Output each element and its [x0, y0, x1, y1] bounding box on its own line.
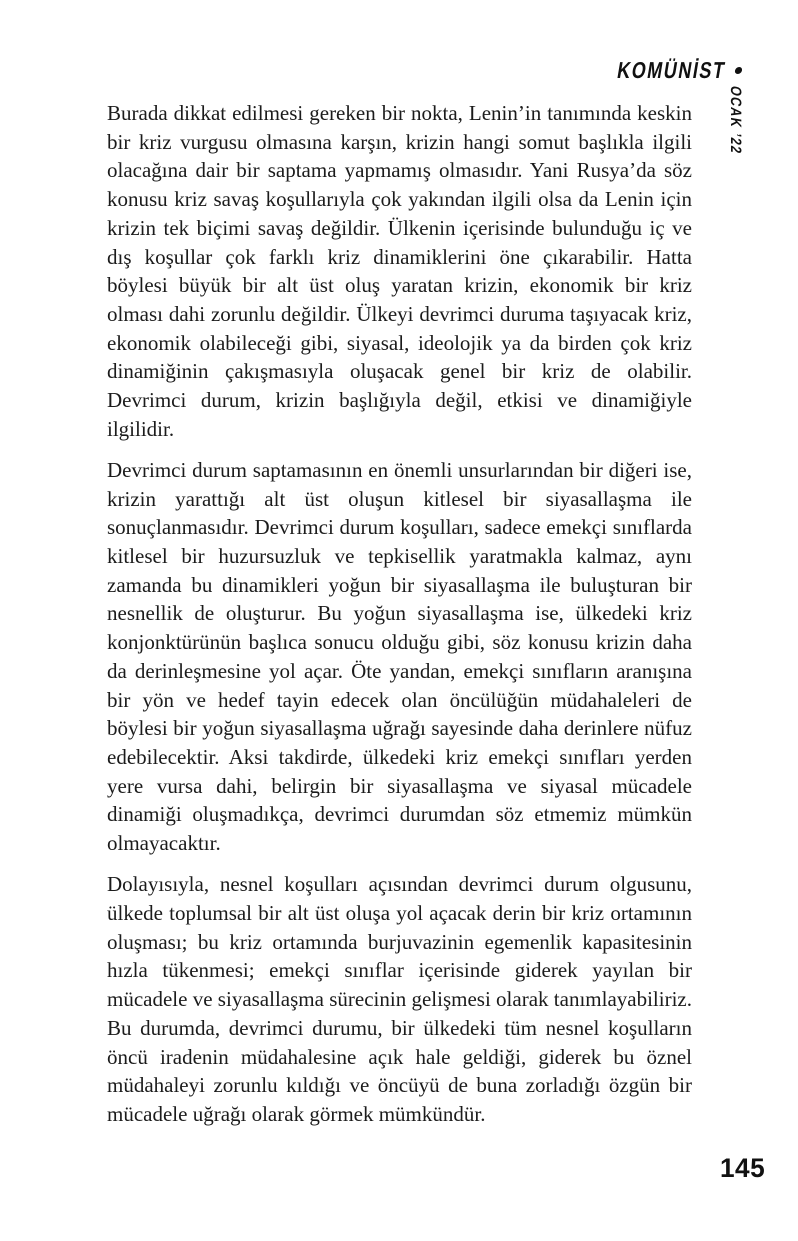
journal-title: KOMÜNİST [615, 57, 729, 83]
masthead [587, 57, 742, 84]
page-number: 145 [720, 1153, 766, 1183]
issue-date-vertical [726, 86, 744, 167]
body-paragraph: Devrimci durum saptamasının en önemli unsurlarından bir diğeri ise, krizin yarattığı alt üst oluşun kitlesel bir siyasallaşma ile sonuçlanmasıdır. Devrimci durum koşulları, sadece emekçi sınıflarda kitlesel bir huzursuzluk ve tepkisellik yaratmakla kalmaz, aynı zamanda bu dinamikleri yoğun bir siyasallaşma ile buluşturan bir nesnellik de oluşturur. Bu yoğun siyasallaşma ise, ülkedeki kriz konjonktürünün başlıca sonucu olduğu gibi, söz konusu krizin daha da derinleşmesine yol açar. Öte yandan, emekçi sınıfların aranışına bir yön ve hedef tayin edecek olan öncülüğün müdahaleleri de böylesi bir yoğun siyasallaşma uğrağı sayesinde daha derinlere nüfuz edebilecektir. Aksi takdirde, ülkedeki kriz emekçi sınıfları yerden yere vursa dahi, belirgin bir siyasallaşma ve siyasal mücadele dinamiği oluşmadıkça, devrimci durumdan söz etmemiz mümkün olmayacaktır. [107, 457, 692, 856]
issue-date-label: OCAK ’22 [727, 84, 744, 156]
bullet-icon [734, 67, 742, 74]
body-text-block [107, 99, 692, 1129]
body-paragraph: Dolayısıyla, nesnel koşulları açısından devrimci durum olgusunu, ülkede toplumsal bir alt üst oluşa yol açacak derin bir kriz ortamının oluşması; bu kriz ortamında burjuvazinin egemenlik kapasitesinin hızla tükenmesi; emekçi sınıflar içerisinde giderek yayılan bir mücadele ve siyasallaşma sürecinin gelişmesi olarak tanımlayabiliriz. Bu durumda, devrimci durumu, bir ülkedeki tüm nesnel koşulların öncü iradenin müdahalesine açık hale geldiği, giderek bu öznel müdahaleyi zorunlu kıldığı ve öncüyü de buna zorladığı özgün bir mücadele uğrağı olarak görmek mümkündür. [107, 872, 692, 1126]
body-paragraph: Burada dikkat edilmesi gereken bir nokta, Lenin’in tanımında keskin bir kriz vurgusu olmasına karşın, krizin hangi somut başlıkla ilgili olacağına dair bir saptama yapmamış olmasıdır. Yani Rusya’da söz konusu kriz savaş koşullarıyla çok yakından ilgili olsa da Lenin için krizin tek biçimi savaş değildir. Ülkenin içerisinde bulunduğu iç ve dış koşullar çok farklı kriz dinamiklerini öne çıkarabilir. Hatta böylesi büyük bir alt üst oluş yaratan krizin, ekonomik bir kriz olması dahi zorunlu değildir. Ülkeyi devrimci duruma taşıyacak kriz, ekonomik olabileceği gibi, siyasal, ideolojik ya da birden çok kriz dinamiğinin çakışmasıyla oluşacak genel bir kriz de olabilir. Devrimci durum, krizin başlığıyla değil, etkisi ve dinamiğiyle ilgilidir. [107, 101, 692, 441]
